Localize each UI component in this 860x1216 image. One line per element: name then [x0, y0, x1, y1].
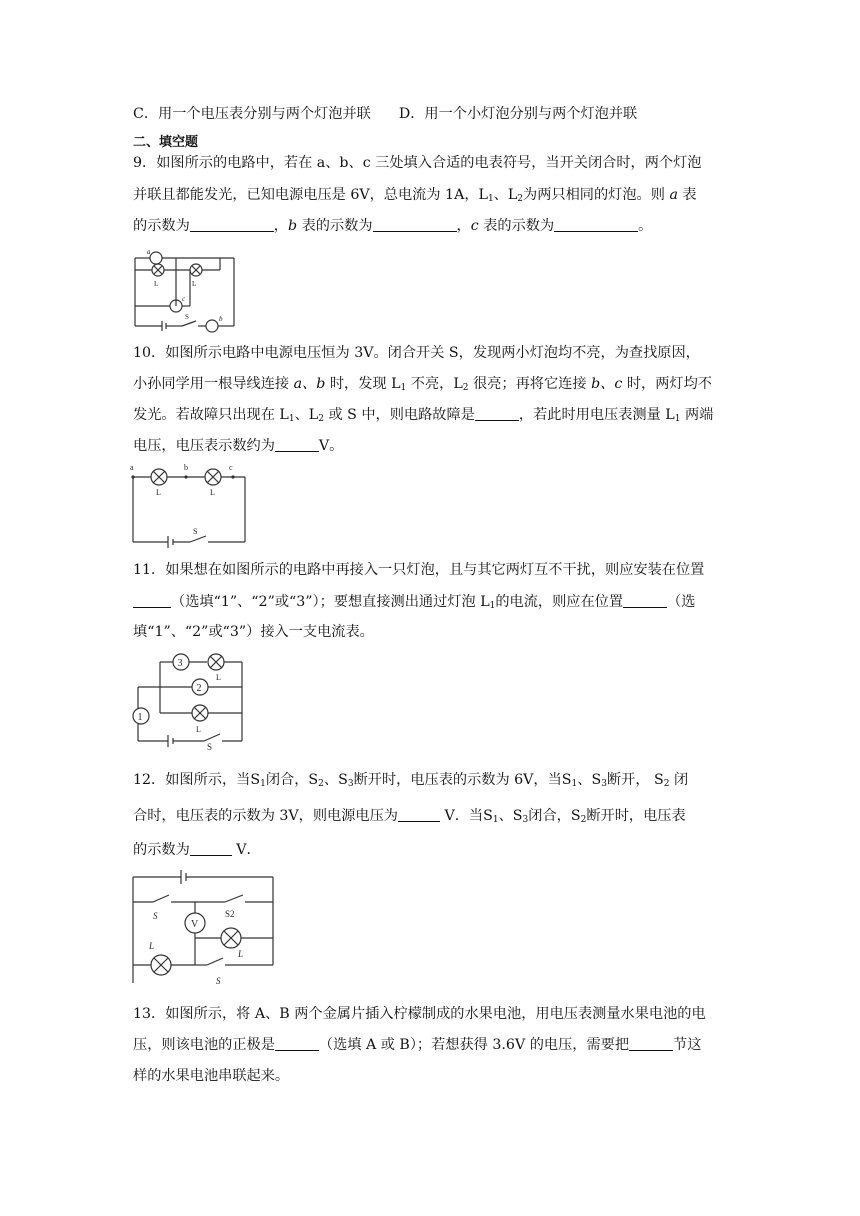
q11-line-1: 11．如果想在如图所示的电路中再接入一只灯泡，且与其它两灯互不干扰，则应安装在位置 [133, 562, 705, 578]
svg-text:c: c [229, 463, 233, 472]
q12-line-2: 合时，电压表的示数为 3V，则电源电压为 V．当$S_1$、$S_3$闭合，$S_2$断开时，电压表 [133, 808, 686, 825]
answer-blank-9a[interactable] [190, 217, 274, 232]
q13-line-2: 压，则该电池的正极是 （选填 A 或 B）；若想获得 3.6V 的电压，需要把 节这 [133, 1037, 702, 1053]
svg-text:S: S [193, 527, 198, 536]
q10-circuit-diagram [128, 462, 248, 550]
svg-text:L: L [238, 949, 244, 959]
q12-line-1: 12．如图所示，当$S_1$闭合，$S_2$、$S_3$断开时，电压表的示数为 6V，当$S_1$、$S_3$断开， $S_2$ 闭 [133, 772, 689, 789]
svg-text:V: V [191, 919, 199, 930]
answer-blank-13a[interactable] [275, 1036, 319, 1051]
q12-circuit-diagram [131, 869, 277, 987]
q10-line-1: 10．如图所示电路中电源电压恒为 3V。闭合开关 S，发现两小灯泡均不亮，为查找原因， [133, 345, 700, 361]
svg-text:3: 3 [177, 658, 183, 669]
q10-line-2: 小孙同学用一根导线连接 a、b 时，发现 $L_1$ 不亮，$L_2$ 很亮；再将它连接 b、c 时，两灯均不 [133, 376, 712, 393]
svg-text:S: S [185, 313, 189, 321]
q9-line-2: 并联且都能发光，已知电源电压是 6V，总电流为 1A，$L_1$、$L_2$为两只相同的灯泡。则 a 表 [133, 187, 697, 204]
svg-text:S2: S2 [225, 909, 235, 919]
svg-text:a: a [147, 248, 151, 256]
q11-line-3: 填“1”、“2”或“3”）接入一支电流表。 [133, 624, 374, 640]
svg-text:L: L [196, 725, 201, 734]
q12-line-3: 的示数为 V． [133, 842, 261, 858]
svg-text:b: b [219, 315, 223, 323]
answer-blank-12b[interactable] [190, 841, 232, 856]
answer-blank-10b[interactable] [275, 437, 319, 452]
answer-blank-11a[interactable] [133, 593, 171, 608]
svg-text:L: L [210, 488, 215, 497]
answer-blank-11b[interactable] [623, 593, 667, 608]
answer-blank-9c[interactable] [554, 217, 638, 232]
q9-line-1: 9．如图所示的电路中，若在 a、b、c 三处填入合适的电表符号，当开关闭合时，两个灯泡 [133, 155, 702, 171]
meter-a-icon [150, 252, 162, 264]
q11-circuit-diagram [130, 649, 248, 752]
svg-text:a: a [130, 463, 134, 472]
svg-text:L: L [149, 941, 155, 951]
svg-text:L: L [216, 673, 221, 682]
q13-line-3: 样的水果电池串联起来。 [133, 1068, 290, 1084]
q9-circuit-diagram [130, 248, 242, 332]
q9-line-3: 的示数为 ，b 表的示数为 ，c 表的示数为 。 [133, 218, 653, 234]
meter-b-icon [206, 320, 218, 332]
q11-line-2: （选填“1”、“2”或“3”）；要想直接测出通过灯泡 $L_1$的电流，则应在位置 （选 [133, 592, 695, 616]
section-title: 二、填空题 [133, 135, 199, 150]
svg-text:b: b [184, 463, 188, 472]
answer-blank-12a[interactable] [398, 807, 440, 822]
svg-text:L: L [156, 488, 161, 497]
q10-line-3: 发光。若故障只出现在 $L_1$、$L_2$ 或 S 中，则电路故障是 ，若此时用电压表测量 $L_1$ 两端 [133, 407, 714, 424]
answer-blank-10a[interactable] [475, 406, 519, 421]
svg-text:2: 2 [196, 683, 202, 694]
svg-text:L: L [154, 280, 159, 288]
svg-text:S: S [153, 911, 158, 921]
q13-line-1: 13．如图所示，将 A、B 两个金属片插入柠檬制成的水果电池，用电压表测量水果电池的电 [133, 1006, 706, 1022]
q10-line-4: 电压，电压表示数约为 V。 [133, 438, 344, 454]
option-row [133, 104, 637, 124]
answer-blank-9b[interactable] [373, 217, 457, 232]
answer-blank-13b[interactable] [629, 1036, 673, 1051]
svg-text:c: c [182, 295, 186, 303]
svg-text:S: S [216, 976, 221, 986]
svg-text:S: S [207, 742, 213, 752]
option-c: C．用一个电压表分别与两个灯泡并联 [133, 106, 371, 122]
svg-text:L: L [192, 280, 197, 288]
svg-text:1: 1 [137, 712, 143, 723]
option-d: D．用一个小灯泡分别与两个灯泡并联 [398, 106, 638, 122]
